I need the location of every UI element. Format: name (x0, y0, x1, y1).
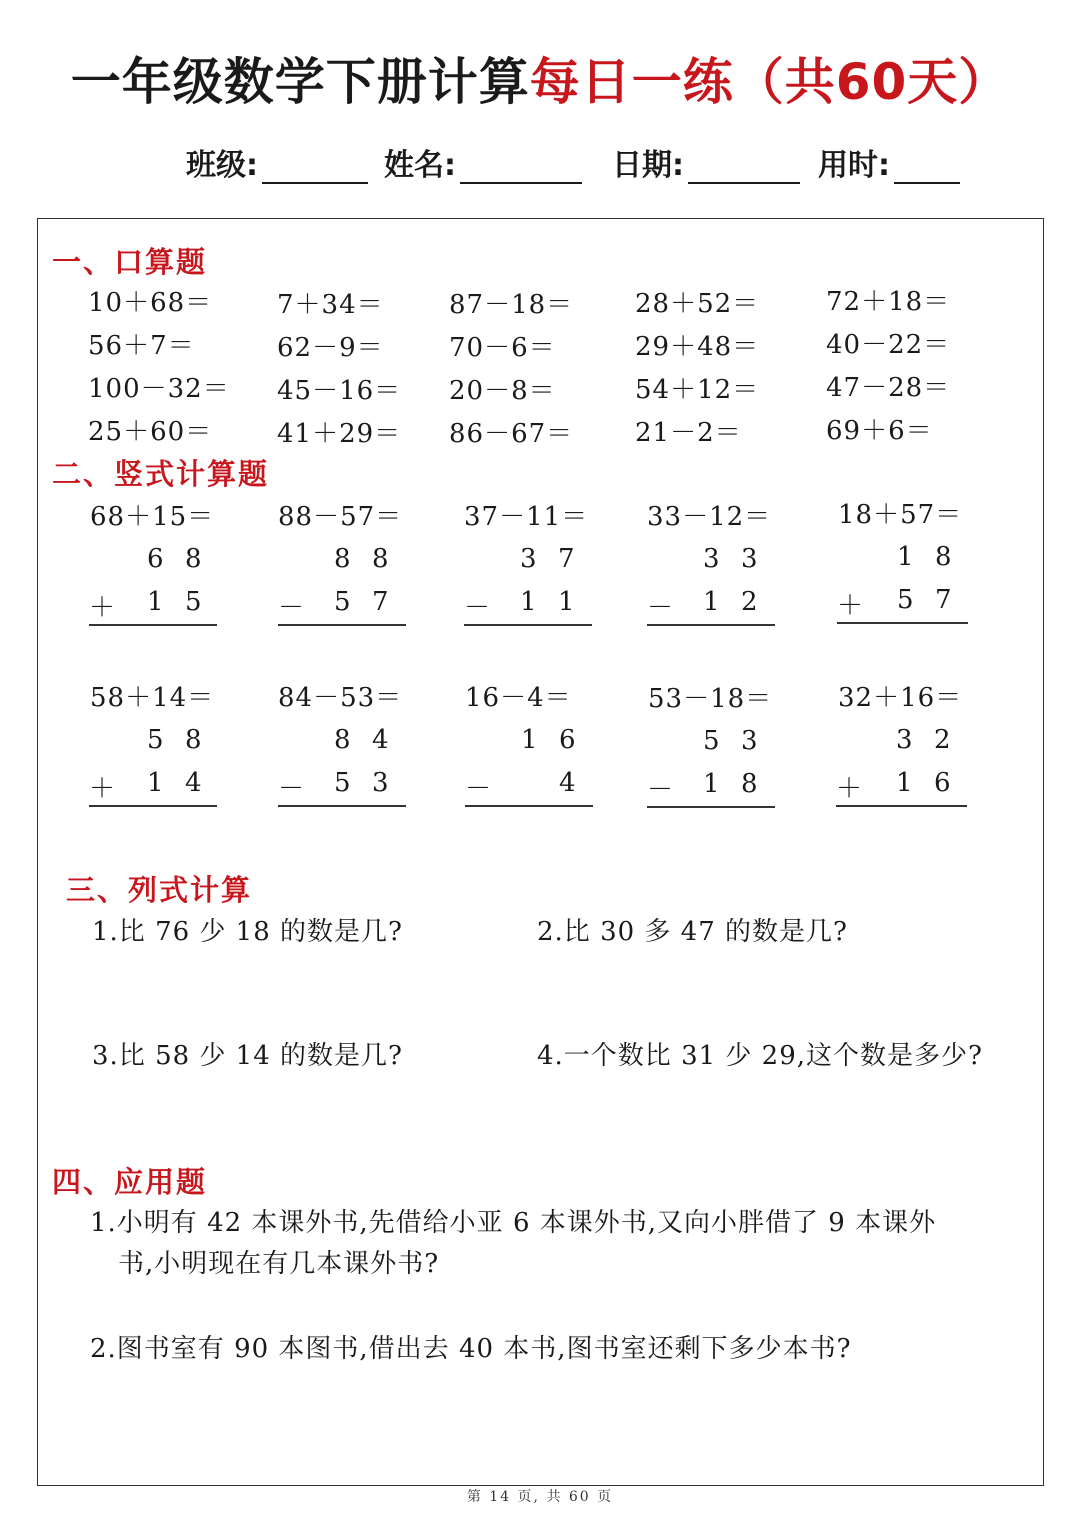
date-blank[interactable] (688, 148, 800, 184)
top-digit: 8 (185, 725, 202, 755)
application-question-1-line2: 书,小明现在有几本课外书? (118, 1249, 440, 1279)
oral-problem: 86－67＝ (449, 419, 574, 449)
answer-line (836, 805, 967, 807)
section-application-title: 四、应用题 (52, 1165, 208, 1199)
vertical-work (837, 542, 967, 622)
class-blank[interactable] (262, 148, 368, 184)
oral-problem: 40－22＝ (826, 330, 951, 360)
answer-line (647, 806, 775, 808)
top-digit: 8 (372, 544, 389, 574)
class-field (186, 140, 368, 184)
vertical-equation: 88－57＝ (278, 502, 403, 532)
vertical-work (836, 725, 966, 805)
oral-problem: 20－8＝ (449, 376, 556, 406)
top-digit: 8 (334, 725, 351, 755)
top-digit: 3 (741, 726, 758, 756)
bottom-digit: 8 (741, 769, 758, 799)
top-digit: 3 (896, 725, 913, 755)
operator: － (464, 593, 491, 623)
bottom-digit: 1 (520, 587, 537, 617)
bottom-digit: 1 (703, 769, 720, 799)
oral-problem: 69＋6＝ (826, 416, 933, 446)
vertical-equation: 53－18＝ (648, 684, 773, 714)
vertical-equation: 84－53＝ (278, 683, 403, 713)
operator: ＋ (89, 774, 116, 804)
oral-problem: 47－28＝ (826, 373, 951, 403)
bottom-digit: 4 (559, 768, 576, 798)
oral-problem: 25＋60＝ (88, 417, 213, 447)
top-digit: 7 (558, 544, 575, 574)
bottom-digit: 1 (703, 587, 720, 617)
answer-line (278, 624, 406, 626)
date-label: 日期: (612, 148, 684, 183)
date-field (612, 140, 800, 184)
oral-problem: 7＋34＝ (277, 290, 384, 320)
top-digit: 4 (372, 725, 389, 755)
time-blank[interactable] (894, 148, 960, 184)
bottom-digit: 5 (334, 768, 351, 798)
worksheet-frame (37, 218, 1044, 1486)
vertical-equation: 68＋15＝ (90, 502, 215, 532)
vertical-equation: 37－11＝ (464, 502, 589, 532)
oral-problem: 56＋7＝ (88, 331, 195, 361)
title-main: 一年级数学下册计算 (70, 53, 530, 111)
bottom-digit: 5 (334, 587, 351, 617)
vertical-work (89, 544, 219, 624)
vertical-equation: 18＋57＝ (838, 500, 963, 530)
bottom-digit: 4 (185, 768, 202, 798)
bottom-digit: 3 (372, 768, 389, 798)
operator: ＋ (837, 591, 864, 621)
answer-line (465, 805, 593, 807)
top-digit: 3 (703, 544, 720, 574)
top-digit: 1 (521, 725, 538, 755)
vertical-equation: 33－12＝ (647, 502, 772, 532)
worksheet-title (0, 42, 1080, 114)
bottom-digit: 2 (741, 587, 758, 617)
operator: － (278, 774, 305, 804)
vertical-work (278, 544, 408, 624)
vertical-equation: 58＋14＝ (90, 683, 215, 713)
vertical-work (464, 544, 594, 624)
name-blank[interactable] (460, 148, 582, 184)
answer-line (837, 622, 968, 624)
application-question-2: 2.图书室有 90 本图书,借出去 40 本书,图书室还剩下多少本书? (90, 1334, 852, 1364)
time-label: 用时: (818, 148, 890, 183)
oral-problem: 87－18＝ (449, 290, 574, 320)
top-digit: 5 (147, 725, 164, 755)
oral-problem: 28＋52＝ (635, 289, 760, 319)
top-digit: 2 (934, 725, 951, 755)
answer-line (647, 624, 775, 626)
bottom-digit: 5 (897, 585, 914, 615)
bottom-digit: 7 (935, 585, 952, 615)
oral-problem: 41＋29＝ (277, 419, 402, 449)
answer-line (278, 805, 406, 807)
answer-line (464, 624, 592, 626)
bottom-digit: 6 (934, 768, 951, 798)
top-digit: 3 (741, 544, 758, 574)
oral-problem: 45－16＝ (277, 376, 402, 406)
class-label: 班级: (186, 148, 258, 183)
time-field (818, 140, 960, 184)
vertical-work (647, 726, 777, 806)
operator: － (278, 593, 305, 623)
list-calc-question: 1.比 76 少 18 的数是几? (92, 917, 403, 947)
section-list-calc-title: 三、列式计算 (66, 873, 253, 907)
section-vertical-title: 二、竖式计算题 (52, 457, 270, 491)
oral-problem: 62－9＝ (277, 333, 384, 363)
bottom-digit: 1 (147, 587, 164, 617)
answer-line (89, 624, 217, 626)
oral-problem: 29＋48＝ (635, 332, 760, 362)
bottom-digit: 1 (896, 768, 913, 798)
list-calc-question: 3.比 58 少 14 的数是几? (92, 1041, 403, 1071)
bottom-digit: 1 (558, 587, 575, 617)
bottom-digit: 1 (147, 768, 164, 798)
top-digit: 8 (185, 544, 202, 574)
top-digit: 5 (703, 726, 720, 756)
name-label: 姓名: (384, 148, 456, 183)
vertical-work (647, 544, 777, 624)
vertical-work (278, 725, 408, 805)
list-calc-question: 4.一个数比 31 少 29,这个数是多少? (537, 1041, 983, 1071)
title-highlight: 每日一练（共60天） (529, 53, 1010, 111)
top-digit: 8 (935, 542, 952, 572)
vertical-work (89, 725, 219, 805)
application-question-1-line1: 1.小明有 42 本课外书,先借给小亚 6 本课外书,又向小胖借了 9 本课外 (90, 1208, 937, 1238)
operator: － (647, 775, 674, 805)
list-calc-question: 2.比 30 多 47 的数是几? (537, 917, 848, 947)
vertical-equation: 16－4＝ (465, 683, 572, 713)
operator: － (465, 774, 492, 804)
name-field (384, 140, 582, 184)
top-digit: 8 (334, 544, 351, 574)
operator: ＋ (836, 774, 863, 804)
top-digit: 6 (147, 544, 164, 574)
oral-problem: 100－32＝ (88, 374, 230, 404)
top-digit: 3 (520, 544, 537, 574)
bottom-digit: 5 (185, 587, 202, 617)
top-digit: 1 (897, 542, 914, 572)
section-oral-title: 一、口算题 (52, 245, 208, 279)
answer-line (89, 805, 217, 807)
oral-problem: 72＋18＝ (826, 287, 951, 317)
oral-problem: 70－6＝ (449, 333, 556, 363)
oral-problem: 54＋12＝ (635, 375, 760, 405)
top-digit: 6 (559, 725, 576, 755)
vertical-equation: 32＋16＝ (838, 683, 963, 713)
vertical-work (465, 725, 595, 805)
page-number: 第 14 页, 共 60 页 (466, 1489, 614, 1505)
bottom-digit: 7 (372, 587, 389, 617)
oral-problem: 21－2＝ (635, 418, 742, 448)
operator: － (647, 593, 674, 623)
operator: ＋ (89, 593, 116, 623)
oral-problem: 10＋68＝ (88, 288, 213, 318)
